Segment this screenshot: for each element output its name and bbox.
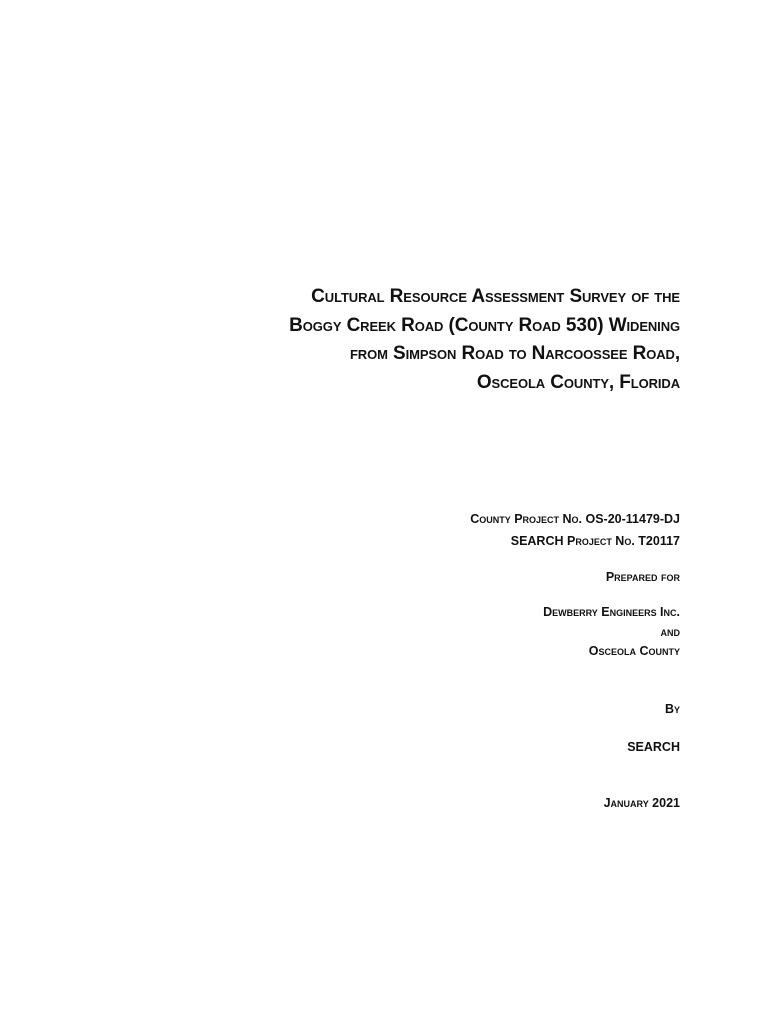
by-label: By — [664, 702, 680, 716]
project-numbers — [470, 508, 680, 552]
prepared-for-label: Prepared for — [605, 570, 680, 584]
report-date: January 2021 — [603, 796, 680, 810]
title-line-1: Cultural Resource Assessment Survey of the — [311, 286, 680, 307]
client-conjunction: and — [660, 624, 680, 639]
client-osceola-county: Osceola County — [588, 644, 680, 658]
county-project-number: County Project No. OS-20-11479-DJ — [470, 512, 680, 526]
title-line-3: from Simpson Road to Narcoossee Road, — [349, 343, 680, 364]
title-line-2: Boggy Creek Road (County Road 530) Widening — [289, 314, 680, 336]
title-line-4: Osceola County, Florida — [476, 371, 680, 393]
search-project-number: SEARCH Project No. T20117 — [510, 534, 680, 548]
client-dewberry: Dewberry Engineers Inc. — [543, 605, 680, 619]
client-list — [543, 603, 680, 662]
author-name: SEARCH — [627, 740, 680, 754]
report-title — [289, 283, 680, 397]
